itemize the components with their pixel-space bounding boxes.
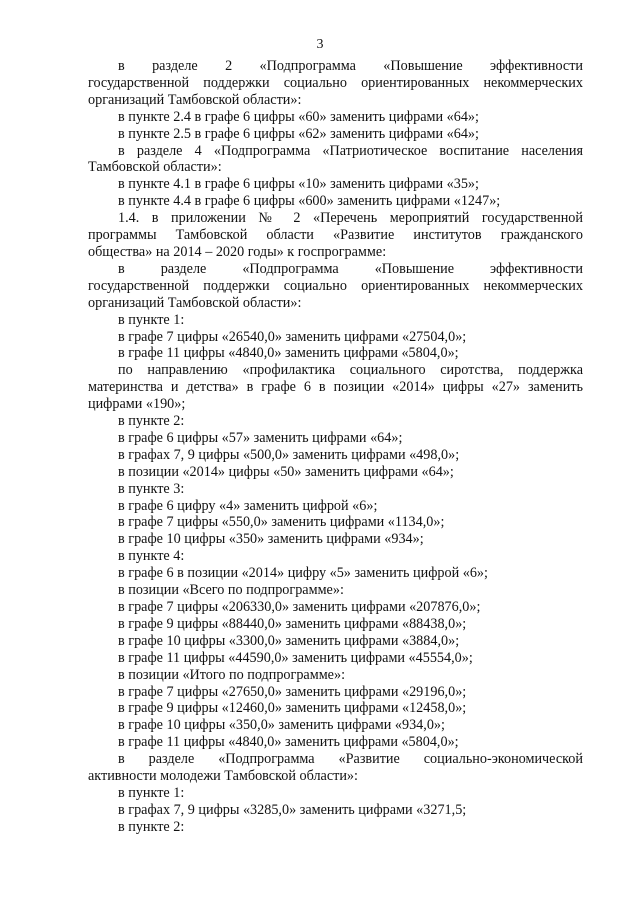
document-paragraph [88, 109, 583, 126]
text-line: в пункте 4.4 в графе 6 цифры «600» заменить цифрами «1247»; [118, 193, 501, 210]
text-line: в графах 7, 9 цифры «500,0» заменить цифрами «498,0»; [118, 446, 460, 463]
text-line: 1.4. в приложении № 2 «Перечень мероприятий государственной [118, 210, 583, 227]
document-paragraph [88, 345, 583, 362]
document-paragraph [88, 616, 583, 633]
page-number: 3 [316, 37, 324, 52]
text-line: в позиции «Всего по подпрограмме»: [118, 582, 344, 599]
document-paragraph [88, 802, 583, 819]
document-paragraph [88, 667, 583, 684]
text-line: в графе 10 цифры «3300,0» заменить цифрами «3884,0»; [118, 632, 460, 649]
text-line: в графе 11 цифры «4840,0» заменить цифрами «5804,0»; [118, 734, 459, 751]
text-line: в разделе 2 «Подпрограмма «Повышение эффективности [118, 58, 583, 74]
text-line: по направлению «профилактика социального сиротства, поддержка [118, 362, 583, 379]
text-line: в пункте 3: [118, 480, 185, 497]
document-paragraph [88, 126, 583, 143]
text-line: в графе 6 цифру «4» заменить цифрой «6»; [118, 497, 378, 514]
text-line: общества» на 2014 – 2020 годы» к госпрограмме: [88, 243, 387, 260]
document-body [88, 58, 583, 836]
text-line: государственной поддержки социально ориентированных некоммерческих [88, 277, 583, 294]
text-line: в позиции «2014» цифры «50» заменить цифрами «64»; [118, 463, 454, 480]
document-paragraph [88, 464, 583, 481]
text-line: в пункте 4: [118, 548, 185, 565]
text-line: в пункте 4.1 в графе 6 цифры «10» заменить цифрами «35»; [118, 176, 479, 193]
document-paragraph [88, 498, 583, 515]
text-line: программы Тамбовской области «Развитие институтов гражданского [88, 227, 583, 244]
text-line: в разделе «Подпрограмма «Развитие социально-экономической [118, 751, 583, 768]
text-line: государственной поддержки социально ориентированных некоммерческих [88, 74, 583, 91]
text-line: в графе 7 цифры «26540,0» заменить цифрами «27504,0»; [118, 328, 467, 345]
text-line: в графе 6 цифры «57» заменить цифрами «64»; [118, 429, 403, 446]
text-line: в пункте 2: [118, 413, 185, 430]
text-line: в графе 7 цифры «27650,0» заменить цифрами «29196,0»; [118, 683, 467, 700]
document-paragraph [88, 785, 583, 802]
document-paragraph [88, 565, 583, 582]
text-line: в графах 7, 9 цифры «3285,0» заменить цифрами «3271,5; [118, 801, 467, 818]
text-line: в пункте 2.5 в графе 6 цифры «62» заменить цифрами «64»; [118, 125, 479, 142]
document-paragraph [88, 430, 583, 447]
document-paragraph [88, 143, 583, 177]
text-line: в разделе 4 «Подпрограмма «Патриотическое воспитание населения [118, 142, 583, 159]
document-paragraph [88, 447, 583, 464]
document-paragraph [88, 531, 583, 548]
document-paragraph [88, 210, 583, 261]
document-paragraph [88, 312, 583, 329]
document-paragraph [88, 582, 583, 599]
text-line: организаций Тамбовской области»: [88, 294, 302, 311]
text-line: активности молодежи Тамбовской области»: [88, 768, 358, 785]
document-paragraph [88, 261, 583, 312]
document-paragraph [88, 413, 583, 430]
document-paragraph [88, 684, 583, 701]
text-line: в графе 10 цифры «350,0» заменить цифрами «934,0»; [118, 717, 445, 734]
document-paragraph [88, 548, 583, 565]
document-paragraph [88, 514, 583, 531]
document-paragraph [88, 599, 583, 616]
document-paragraph [88, 650, 583, 667]
document-paragraph [88, 362, 583, 413]
text-line: организаций Тамбовской области»: [88, 91, 302, 108]
text-line: в графе 7 цифры «206330,0» заменить цифрами «207876,0»; [118, 599, 481, 615]
text-line: материнства и детства» в графе 6 в позиции «2014» цифры «27» заменить [88, 379, 583, 396]
text-line: в графе 11 цифры «4840,0» заменить цифрами «5804,0»; [118, 345, 459, 362]
document-paragraph [88, 193, 583, 210]
text-line: цифрами «190»; [88, 396, 186, 413]
document-paragraph [88, 734, 583, 751]
text-line: в пункте 1: [118, 311, 185, 328]
text-line: в позиции «Итого по подпрограмме»: [118, 666, 346, 683]
text-line: в графе 7 цифры «550,0» заменить цифрами «1134,0»; [118, 514, 445, 531]
document-paragraph [88, 751, 583, 785]
text-line: в пункте 1: [118, 784, 185, 801]
document-paragraph [88, 58, 583, 109]
document-paragraph [88, 819, 583, 836]
text-line: в пункте 2.4 в графе 6 цифры «60» заменить цифрами «64»; [118, 108, 479, 125]
text-line: Тамбовской области»: [88, 159, 222, 176]
document-paragraph [88, 717, 583, 734]
text-line: в графе 11 цифры «44590,0» заменить цифрами «45554,0»; [118, 649, 473, 666]
document-paragraph [88, 176, 583, 193]
text-line: в графе 9 цифры «12460,0» заменить цифрами «12458,0»; [118, 700, 467, 717]
text-line: в графе 9 цифры «88440,0» заменить цифрами «88438,0»; [118, 615, 467, 632]
text-line: в пункте 2: [118, 818, 185, 835]
document-paragraph [88, 633, 583, 650]
document-paragraph [88, 700, 583, 717]
document-paragraph [88, 481, 583, 498]
text-line: в графе 10 цифры «350» заменить цифрами «934»; [118, 531, 424, 548]
text-line: в разделе «Подпрограмма «Повышение эффективности [118, 260, 583, 277]
document-paragraph [88, 329, 583, 346]
text-line: в графе 6 в позиции «2014» цифру «5» заменить цифрой «6»; [118, 565, 488, 582]
